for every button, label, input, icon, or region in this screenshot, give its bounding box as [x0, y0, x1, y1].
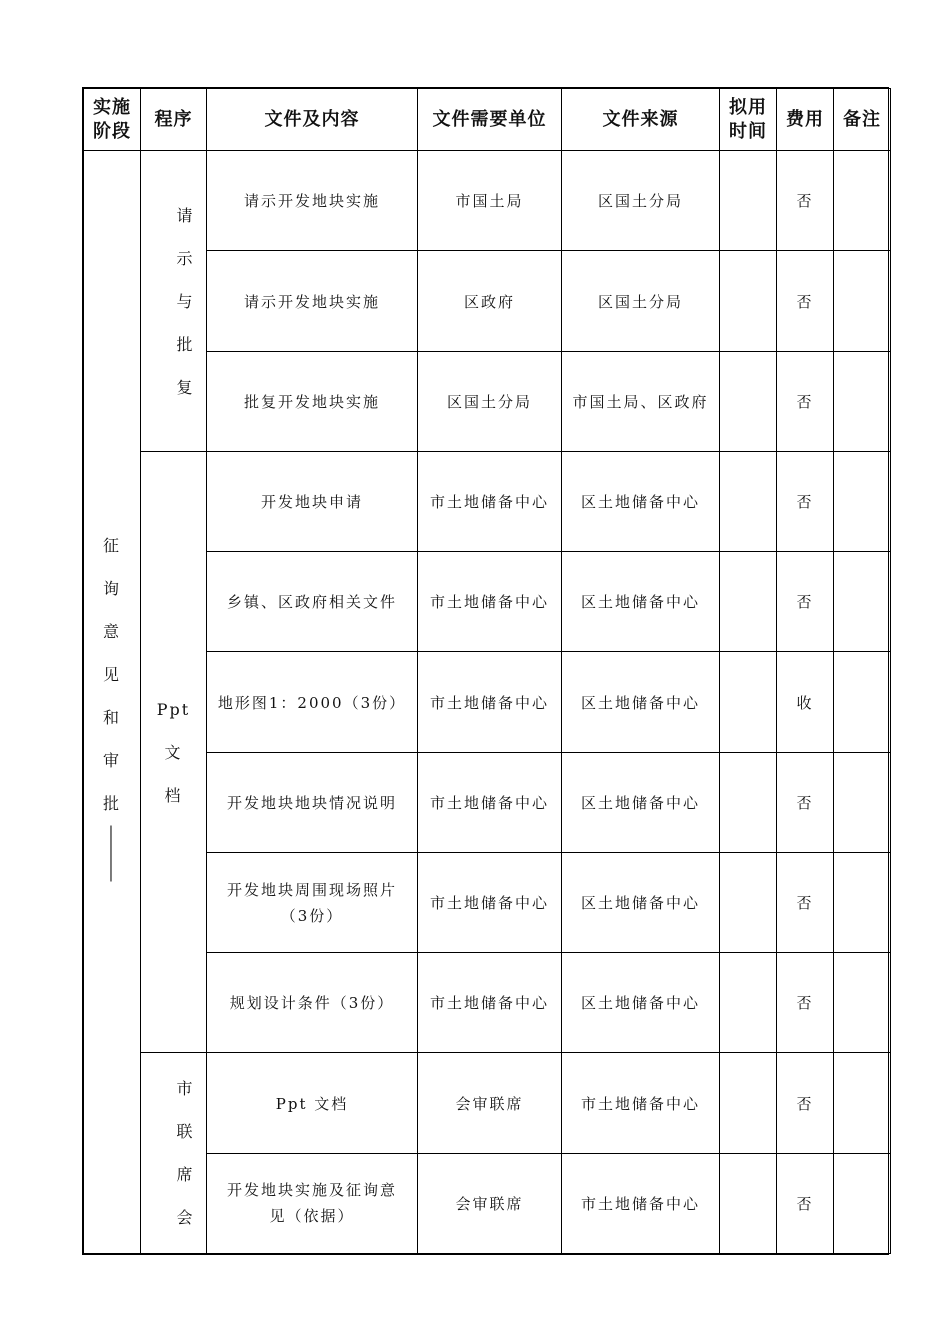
time-cell [720, 752, 777, 852]
unit-cell: 市国土局 [418, 151, 562, 251]
unit-cell: 市土地储备中心 [418, 752, 562, 852]
fee-cell: 否 [777, 552, 834, 652]
table-row [84, 451, 891, 551]
procedure-char: 市 [176, 1079, 195, 1099]
procedure-char: 复 [176, 377, 195, 397]
header-note: 备注 [834, 89, 891, 151]
fee-cell: 否 [777, 351, 834, 451]
stage-cell [84, 151, 141, 1254]
fee-cell: 否 [777, 1053, 834, 1153]
unit-cell: 市土地储备中心 [418, 953, 562, 1053]
content-cell: 规划设计条件（3份） [207, 953, 418, 1053]
source-cell: 市土地储备中心 [562, 1153, 720, 1253]
procedure-char: 批 [176, 334, 195, 354]
time-cell [720, 1153, 777, 1253]
content-cell: 乡镇、区政府相关文件 [207, 552, 418, 652]
procedure-char: 文 [164, 742, 183, 762]
source-cell: 区土地储备中心 [562, 652, 720, 752]
content-cell: 请示开发地块实施 [207, 151, 418, 251]
procedure-table [83, 88, 891, 1254]
procedure-cell-joint-meeting [141, 1053, 207, 1254]
header-fee: 费用 [777, 89, 834, 151]
stage-divider: | [108, 823, 116, 840]
time-cell [720, 552, 777, 652]
procedure-char: 会 [176, 1208, 195, 1228]
stage-char: 见 [102, 664, 121, 684]
content-cell: Ppt 文档 [207, 1053, 418, 1153]
unit-cell: 会审联席 [418, 1053, 562, 1153]
source-cell: 区国土分局 [562, 151, 720, 251]
procedure-cell-approval [141, 151, 207, 452]
stage-divider: | [108, 865, 116, 882]
stage-char: 批 [102, 793, 121, 813]
source-cell: 市国土局、区政府 [562, 351, 720, 451]
stage-divider: | [108, 837, 116, 854]
content-cell: 批复开发地块实施 [207, 351, 418, 451]
unit-cell: 区国土分局 [418, 351, 562, 451]
time-cell [720, 852, 777, 952]
procedure-char: Ppt [156, 699, 191, 719]
content-cell: 开发地块申请 [207, 451, 418, 551]
note-cell [834, 1053, 891, 1153]
note-cell [834, 552, 891, 652]
stage-char: 审 [102, 750, 121, 770]
note-cell [834, 953, 891, 1053]
unit-cell: 会审联席 [418, 1153, 562, 1253]
unit-cell: 市土地储备中心 [418, 852, 562, 952]
note-cell [834, 1153, 891, 1253]
time-cell [720, 151, 777, 251]
header-content: 文件及内容 [207, 89, 418, 151]
table-row [84, 151, 891, 251]
note-cell [834, 852, 891, 952]
fee-cell: 否 [777, 451, 834, 551]
note-cell [834, 752, 891, 852]
procedure-table-container [82, 87, 889, 1255]
note-cell [834, 652, 891, 752]
time-cell [720, 351, 777, 451]
note-cell [834, 251, 891, 351]
stage-divider: | [108, 851, 116, 868]
fee-cell: 否 [777, 953, 834, 1053]
unit-cell: 区政府 [418, 251, 562, 351]
time-cell [720, 953, 777, 1053]
content-cell: 开发地块周围现场照片（3份） [207, 852, 418, 952]
time-cell [720, 451, 777, 551]
source-cell: 区土地储备中心 [562, 752, 720, 852]
fee-cell: 否 [777, 1153, 834, 1253]
procedure-char: 席 [176, 1165, 195, 1185]
stage-char: 询 [102, 578, 121, 598]
stage-char: 征 [102, 535, 121, 555]
source-cell: 市土地储备中心 [562, 1053, 720, 1153]
procedure-char: 请 [176, 205, 195, 225]
header-stage: 实施阶段 [84, 89, 141, 151]
time-cell [720, 251, 777, 351]
content-cell: 开发地块地块情况说明 [207, 752, 418, 852]
note-cell [834, 151, 891, 251]
unit-cell: 市土地储备中心 [418, 552, 562, 652]
fee-cell: 收 [777, 652, 834, 752]
fee-cell: 否 [777, 151, 834, 251]
procedure-char: 示 [176, 248, 195, 268]
procedure-char: 与 [176, 291, 195, 311]
unit-cell: 市土地储备中心 [418, 652, 562, 752]
fee-cell: 否 [777, 251, 834, 351]
content-cell: 地形图1：2000（3份） [207, 652, 418, 752]
content-cell: 开发地块实施及征询意见（依据） [207, 1153, 418, 1253]
unit-cell: 市土地储备中心 [418, 451, 562, 551]
source-cell: 区土地储备中心 [562, 552, 720, 652]
procedure-char: 联 [176, 1122, 195, 1142]
time-cell [720, 1053, 777, 1153]
source-cell: 区土地储备中心 [562, 852, 720, 952]
fee-cell: 否 [777, 852, 834, 952]
content-cell: 请示开发地块实施 [207, 251, 418, 351]
note-cell [834, 451, 891, 551]
header-unit: 文件需要单位 [418, 89, 562, 151]
source-cell: 区土地储备中心 [562, 451, 720, 551]
source-cell: 区国土分局 [562, 251, 720, 351]
table-header-row [84, 89, 891, 151]
header-procedure: 程序 [141, 89, 207, 151]
fee-cell: 否 [777, 752, 834, 852]
header-time: 拟用时间 [720, 89, 777, 151]
procedure-cell-ppt [141, 451, 207, 1053]
note-cell [834, 351, 891, 451]
header-source: 文件来源 [562, 89, 720, 151]
time-cell [720, 652, 777, 752]
table-row [84, 1053, 891, 1153]
stage-char: 和 [102, 707, 121, 727]
source-cell: 区土地储备中心 [562, 953, 720, 1053]
stage-char: 意 [102, 621, 121, 641]
procedure-char: 档 [164, 785, 183, 805]
